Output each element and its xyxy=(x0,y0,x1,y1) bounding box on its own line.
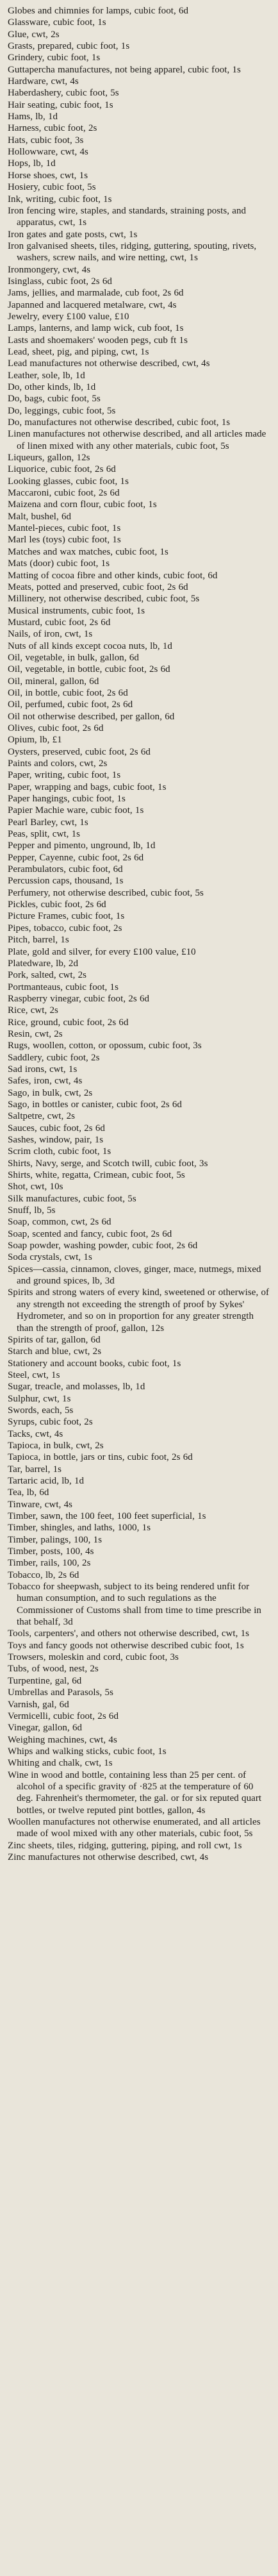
tariff-entry: Millinery, not otherwise described, cubic foot, 5s xyxy=(8,594,200,605)
tariff-entry: Syrups, cubic foot, 2s xyxy=(8,1417,93,1428)
tariff-entry: Timber, shingles, and laths, 1000, 1s xyxy=(8,1523,151,1534)
tariff-entry: Horse shoes, cwt, 1s xyxy=(8,170,88,181)
tariff-entry: Zinc manufactures not otherwise described, cwt, 4s xyxy=(8,1852,209,1862)
tariff-entry: Steel, cwt, 1s xyxy=(8,1369,60,1380)
tariff-entry: Saddlery, cubic foot, 2s xyxy=(8,1052,100,1063)
tariff-entry: Matting of cocoa fibre and other kinds, cubic foot, 6d xyxy=(8,570,218,581)
tariff-entry: Hams, lb, 1d xyxy=(8,112,58,122)
tariff-entry: Tubs, of wood, nest, 2s xyxy=(8,1664,99,1675)
tariff-entry: Timber, posts, 100, 4s xyxy=(8,1546,94,1557)
tariff-entry: Sago, in bottles or canister, cubic foot, 2s 6d xyxy=(8,1099,182,1110)
tariff-entry: Pepper and pimento, unground, lb, 1d xyxy=(8,841,156,851)
tariff-entry: Pipes, tobacco, cubic foot, 2s xyxy=(8,923,122,933)
tariff-entry: Spirits and strong waters of every kind, sweetened or otherwise, of any strength not exceeding the strength of proof by Sykes' Hydrometer, and so on in proportion for any greater strength than the strength of proof, gallon, 12s xyxy=(8,1287,270,1334)
tariff-entry: Maccaroni, cubic foot, 2s 6d xyxy=(8,488,120,499)
tariff-entry: Shot, cwt, 10s xyxy=(8,1182,63,1192)
tariff-entry: Papier Machie ware, cubic foot, 1s xyxy=(8,805,144,816)
tariff-entry: Iron gates and gate posts, cwt, 1s xyxy=(8,229,138,240)
tariff-entry: Tacks, cwt, 4s xyxy=(8,1428,63,1439)
tariff-entry: Toys and fancy goods not otherwise described cubic foot, 1s xyxy=(8,1640,244,1651)
tariff-entry: Rugs, woollen, cotton, or opossum, cubic foot, 3s xyxy=(8,1041,202,1051)
tariff-entry: Marl les (toys) cubic foot, 1s xyxy=(8,535,121,546)
tariff-entry: Soap powder, washing powder, cubic foot, 2s 6d xyxy=(8,1241,198,1251)
tariff-entry: Stationery and account books, cubic foot, 1s xyxy=(8,1358,181,1369)
tariff-entry: Raspberry vinegar, cubic foot, 2s 6d xyxy=(8,993,150,1004)
tariff-entry: Sago, in bulk, cwt, 2s xyxy=(8,1087,93,1098)
tariff-entry: Do, other kinds, lb, 1d xyxy=(8,382,96,392)
tariff-entry: Hops, lb, 1d xyxy=(8,158,56,169)
tariff-entry: Liqueurs, gallon, 12s xyxy=(8,453,90,464)
tariff-entry: Woollen manufactures not otherwise enumerated, and all articles made of wool mixed with any other materials, cubic foot, 5s xyxy=(8,1816,261,1839)
tariff-entry: Platedware, lb, 2d xyxy=(8,958,79,969)
tariff-entry: Hair seating, cubic foot, 1s xyxy=(8,99,113,110)
tariff-entry: Oil, vegetable, in bottle, cubic foot, 2s 6d xyxy=(8,664,170,675)
tariff-entry: Rice, cwt, 2s xyxy=(8,1005,58,1016)
tariff-entry: Pork, salted, cwt, 2s xyxy=(8,970,87,981)
tariff-entry: Spices—cassia, cinnamon, cloves, ginger, mace, nutmegs, mixed and ground spices, lb, 3d xyxy=(8,1264,261,1287)
tariff-entry: Mantel-pieces, cubic foot, 1s xyxy=(8,523,121,534)
tariff-entry: Paper, writing, cubic foot, 1s xyxy=(8,770,121,781)
tariff-entry: Globes and chimnies for lamps, cubic foot, 6d xyxy=(8,6,189,16)
tariff-entry: Perambulators, cubic foot, 6d xyxy=(8,864,123,875)
tariff-entry: Starch and blue, cwt, 2s xyxy=(8,1346,102,1357)
tariff-entry: Japanned and lacquered metalware, cwt, 4s xyxy=(8,299,177,310)
tariff-entry: Rice, ground, cubic foot, 2s 6d xyxy=(8,1017,129,1028)
tariff-entry: Grindery, cubic foot, 1s xyxy=(8,53,101,63)
tariff-entry: Harness, cubic foot, 2s xyxy=(8,123,97,134)
tariff-entry: Soap, common, cwt, 2s 6d xyxy=(8,1217,111,1228)
tariff-entry: Safes, iron, cwt, 4s xyxy=(8,1076,83,1087)
tariff-entry: Haberdashery, cubic foot, 5s xyxy=(8,88,119,99)
tariff-entry: Snuff, lb, 5s xyxy=(8,1205,56,1216)
tariff-entry: Whips and walking sticks, cubic foot, 1s xyxy=(8,1746,167,1757)
tariff-entry: Tinware, cwt, 4s xyxy=(8,1499,73,1510)
tariff-entry: Oysters, preserved, cubic foot, 2s 6d xyxy=(8,746,151,757)
tariff-entry: Pitch, barrel, 1s xyxy=(8,935,69,946)
tariff-entry: Looking glasses, cubic foot, 1s xyxy=(8,476,129,487)
tariff-entry: Hardware, cwt, 4s xyxy=(8,76,79,87)
tariff-entry: Percussion caps, thousand, 1s xyxy=(8,876,124,887)
tariff-entry: Ironmongery, cwt, 4s xyxy=(8,264,91,275)
tariff-entry: Grasts, prepared, cubic foot, 1s xyxy=(8,41,130,52)
tariff-entry: Silk manufactures, cubic foot, 5s xyxy=(8,1193,136,1204)
tariff-entry: Oil, perfumed, cubic foot, 2s 6d xyxy=(8,699,133,710)
tariff-entry: Picture Frames, cubic foot, 1s xyxy=(8,911,125,922)
tariff-entry: Hosiery, cubic foot, 5s xyxy=(8,182,96,193)
tariff-entry: Vermicelli, cubic foot, 2s 6d xyxy=(8,1710,119,1721)
tariff-entry: Trowsers, moleskin and cord, cubic foot, 3s xyxy=(8,1652,179,1663)
tariff-entry: Pepper, Cayenne, cubic foot, 2s 6d xyxy=(8,852,144,863)
tariff-entry: Pearl Barley, cwt, 1s xyxy=(8,817,88,828)
tariff-entry: Shirts, Navy, serge, and Scotch twill, cubic foot, 3s xyxy=(8,1158,208,1169)
tariff-entry: Timber, palings, 100, 1s xyxy=(8,1534,102,1545)
tariff-entry: Hollowware, cwt, 4s xyxy=(8,147,88,158)
tariff-entry: Malt, bushel, 6d xyxy=(8,511,72,522)
tariff-entry: Tapioca, in bulk, cwt, 2s xyxy=(8,1440,104,1451)
tariff-entry: Resin, cwt, 2s xyxy=(8,1028,63,1039)
tariff-entry: Do, leggings, cubic foot, 5s xyxy=(8,405,116,416)
tariff-entry: Maizena and corn flour, cubic foot, 1s xyxy=(8,499,157,510)
tariff-entry: Perfumery, not otherwise described, cubic foot, 5s xyxy=(8,887,204,898)
tariff-entry: Umbrellas and Parasols, 5s xyxy=(8,1687,113,1698)
tariff-entry: Leather, sole, lb, 1d xyxy=(8,370,85,381)
tariff-entry: Swords, each, 5s xyxy=(8,1405,74,1416)
tariff-entry: Linen manufactures not otherwise described, and all articles made of linen mixed with any other materials, cubic foot, 5s xyxy=(8,429,266,451)
tariff-entry: Lead, sheet, pig, and piping, cwt, 1s xyxy=(8,346,149,357)
tariff-entry: Tapioca, in bottle, jars or tins, cubic foot, 2s 6d xyxy=(8,1452,193,1463)
tariff-entry: Opium, lb, £1 xyxy=(8,735,62,746)
tariff-entry: Paints and colors, cwt, 2s xyxy=(8,758,108,769)
tariff-entry: Matches and wax matches, cubic foot, 1s xyxy=(8,546,168,557)
tariff-entry: Whiting and chalk, cwt, 1s xyxy=(8,1758,113,1769)
tariff-entry: Tar, barrel, 1s xyxy=(8,1464,62,1475)
tariff-entry: Sashes, window, pair, 1s xyxy=(8,1135,104,1145)
tariff-entry: Paper hangings, cubic foot, 1s xyxy=(8,794,126,805)
tariff-entry: Tobacco for sheepwash, subject to its being rendered unfit for human consumption, and to such regulations as the Commissioner of Customs shall from time to time prescribe in that behalf, 3d xyxy=(8,1582,261,1628)
tariff-entry: Ink, writing, cubic foot, 1s xyxy=(8,194,112,205)
tariff-entry: Guttapercha manufactures, not being apparel, cubic foot, 1s xyxy=(8,64,241,75)
tariff-entry: Varnish, gal, 6d xyxy=(8,1699,69,1710)
tariff-entry: Lamps, lanterns, and lamp wick, cub foot, 1s xyxy=(8,323,184,334)
tariff-entry: Scrim cloth, cubic foot, 1s xyxy=(8,1146,111,1157)
tariff-entry: Pickles, cubic foot, 2s 6d xyxy=(8,899,106,910)
tariff-entry: Plate, gold and silver, for every £100 value, £10 xyxy=(8,946,196,957)
tariff-entry: Oil not otherwise described, per gallon, 6d xyxy=(8,711,175,722)
tariff-entry: Portmanteaus, cubic foot, 1s xyxy=(8,982,119,992)
tariff-entry: Sauces, cubic foot, 2s 6d xyxy=(8,1123,105,1133)
tariff-entry: Olives, cubic foot, 2s 6d xyxy=(8,723,104,733)
tariff-entry: Do, manufactures not otherwise described, cubic foot, 1s xyxy=(8,417,231,428)
tariff-entry: Soda crystals, cwt, 1s xyxy=(8,1252,92,1263)
tariff-entry: Tea, lb, 6d xyxy=(8,1487,49,1498)
tariff-entry: Wine in wood and bottle, containing less than 25 per cent. of alcohol of a specific gravity of ·825 at the temperature of 60 deg. Fahrenheit's thermometer, the gal. or for six reputed quart bottles, or twelve reputed pint bottles, gallon, 4s xyxy=(8,1769,262,1816)
tariff-entry: Lead manufactures not otherwise described, cwt, 4s xyxy=(8,358,210,369)
tariff-entry: Nails, of iron, cwt, 1s xyxy=(8,629,93,640)
tariff-entry: Zinc sheets, tiles, ridging, guttering, piping, and roll cwt, 1s xyxy=(8,1840,242,1851)
tariff-entry: Paper, wrapping and bags, cubic foot, 1s xyxy=(8,782,167,792)
tariff-entry: Nuts of all kinds except cocoa nuts, lb, 1d xyxy=(8,640,172,651)
tariff-entry: Mustard, cubic foot, 2s 6d xyxy=(8,617,111,628)
tariff-entry: Vinegar, gallon, 6d xyxy=(8,1723,83,1734)
tariff-entry: Mats (door) cubic foot, 1s xyxy=(8,558,110,569)
tariff-entry: Glue, cwt, 2s xyxy=(8,29,60,40)
tariff-entry: Tobacco, lb, 2s 6d xyxy=(8,1569,79,1580)
tariff-entry: Sulphur, cwt, 1s xyxy=(8,1393,71,1404)
tariff-entry: Liquorice, cubic foot, 2s 6d xyxy=(8,464,116,475)
tariff-entry: Oil, vegetable, in bulk, gallon, 6d xyxy=(8,652,139,663)
tariff-entry: Turpentine, gal, 6d xyxy=(8,1675,82,1686)
tariff-entry: Shirts, white, regatta, Crimean, cubic foot, 5s xyxy=(8,1170,185,1181)
tariff-entry: Isinglass, cubic foot, 2s 6d xyxy=(8,276,112,287)
tariff-entry: Do, bags, cubic foot, 5s xyxy=(8,394,101,405)
tariff-entry: Iron fencing wire, staples, and standards, straining posts, and apparatus, cwt, 1s xyxy=(8,205,247,228)
tariff-entry: Timber, rails, 100, 2s xyxy=(8,1558,91,1569)
tariff-entry: Spirits of tar, gallon, 6d xyxy=(8,1334,101,1345)
tariff-entry: Glassware, cubic foot, 1s xyxy=(8,17,106,28)
tariff-entry: Oil, in bottle, cubic foot, 2s 6d xyxy=(8,687,128,698)
tariff-entry: Iron galvanised sheets, tiles, ridging, guttering, spouting, rivets, washers, screw nails, and wire netting, cwt, 1s xyxy=(8,240,257,263)
tariff-entry: Hats, cubic foot, 3s xyxy=(8,135,84,146)
tariff-entry: Peas, split, cwt, 1s xyxy=(8,829,81,840)
tariff-entry: Sad irons, cwt, 1s xyxy=(8,1064,78,1075)
tariff-entry: Sugar, treacle, and molasses, lb, 1d xyxy=(8,1382,145,1393)
tariff-entry: Lasts and shoemakers' wooden pegs, cub ft 1s xyxy=(8,335,188,346)
tariff-entry: Weighing machines, cwt, 4s xyxy=(8,1734,117,1745)
tariff-entry: Jewelry, every £100 value, £10 xyxy=(8,311,129,322)
tariff-entry: Tartaric acid, lb, 1d xyxy=(8,1475,85,1486)
tariff-entry: Saltpetre, cwt, 2s xyxy=(8,1111,76,1122)
tariff-entry: Oil, mineral, gallon, 6d xyxy=(8,676,99,687)
tariff-entry: Musical instruments, cubic foot, 1s xyxy=(8,605,145,616)
tariff-entry: Timber, sawn, the 100 feet, 100 feet superficial, 1s xyxy=(8,1511,206,1521)
tariff-entry: Soap, scented and fancy, cubic foot, 2s 6d xyxy=(8,1228,172,1239)
tariff-entry: Tools, carpenters', and others not otherwise described, cwt, 1s xyxy=(8,1628,250,1639)
tariff-entry: Meats, potted and preserved, cubic foot, 2s 6d xyxy=(8,581,188,592)
tariff-entry: Jams, jellies, and marmalade, cub foot, 2s 6d xyxy=(8,288,184,299)
